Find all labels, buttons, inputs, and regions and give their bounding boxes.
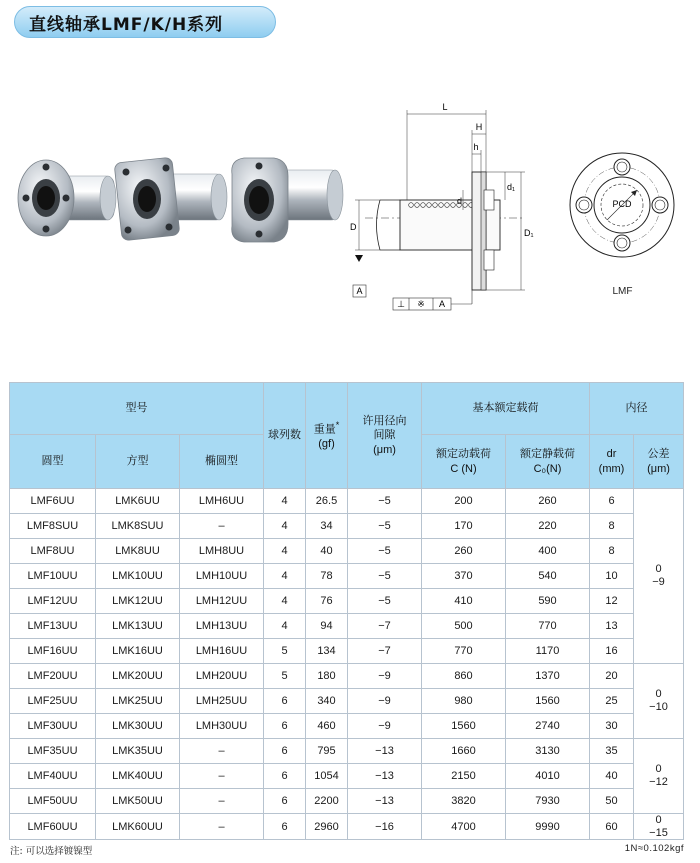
ball-rows-header: 球列数 [264, 383, 306, 489]
table-row [10, 639, 684, 664]
dynamic-load-cell: 1560 [422, 714, 506, 739]
weight-header: 重量* (gf) [306, 383, 348, 489]
dynamic-load-cell: 770 [422, 639, 506, 664]
static-load-cell: 770 [506, 614, 590, 639]
static-load-cell: 400 [506, 539, 590, 564]
dynamic-load-cell: 1660 [422, 739, 506, 764]
clearance-cell: −7 [348, 639, 422, 664]
clearance-cell: −16 [348, 814, 422, 840]
oval-model-cell: – [180, 814, 264, 840]
weight-cell: 2200 [306, 789, 348, 814]
dr-header: dr (mm) [590, 435, 634, 489]
table-row [10, 789, 684, 814]
dim-D: D [350, 222, 357, 232]
round-flange-bearing-photo [18, 160, 116, 236]
bore-dr-cell: 30 [590, 714, 634, 739]
oval-model-cell: LMH8UU [180, 539, 264, 564]
static-load-cell: 7930 [506, 789, 590, 814]
round-model-cell: LMF10UU [10, 564, 96, 589]
ball-rows-cell: 4 [264, 564, 306, 589]
spec-table-body [10, 489, 684, 840]
clearance-header: 许用径向间隙 (μm) [348, 383, 422, 489]
oval-flange-bearing-photo [232, 158, 343, 242]
weight-cell: 40 [306, 539, 348, 564]
dynamic-load-cell: 170 [422, 514, 506, 539]
static-load-cell: 1370 [506, 664, 590, 689]
bore-dr-cell: 50 [590, 789, 634, 814]
clearance-cell: −9 [348, 689, 422, 714]
weight-cell: 26.5 [306, 489, 348, 514]
footnote: 注: 可以选择镀镍型 [10, 846, 93, 857]
square-model-cell: LMK20UU [96, 664, 180, 689]
static-load-cell: 540 [506, 564, 590, 589]
dim-D1: D₁ [524, 228, 534, 238]
dynamic-load-cell: 2150 [422, 764, 506, 789]
table-row [10, 614, 684, 639]
dim-h: h [473, 142, 479, 152]
round-model-cell: LMF6UU [10, 489, 96, 514]
load-group-header: 基本额定载荷 [422, 383, 590, 435]
dim-d: d [457, 196, 463, 206]
ball-rows-cell: 4 [264, 514, 306, 539]
weight-cell: 2960 [306, 814, 348, 840]
clearance-cell: −5 [348, 489, 422, 514]
dim-H: H [475, 122, 483, 132]
tolerance-value-symbol: ※ [417, 299, 425, 309]
bore-dr-cell: 60 [590, 814, 634, 840]
round-model-cell: LMF8SUU [10, 514, 96, 539]
weight-cell: 180 [306, 664, 348, 689]
round-model-cell: LMF16UU [10, 639, 96, 664]
clearance-cell: −7 [348, 614, 422, 639]
table-row [10, 489, 684, 514]
table-row [10, 514, 684, 539]
bore-dr-cell: 35 [590, 739, 634, 764]
tolerance-header: 公差 (μm) [634, 435, 684, 489]
square-model-cell: LMK13UU [96, 614, 180, 639]
dynamic-load-cell: 370 [422, 564, 506, 589]
round-model-cell: LMF30UU [10, 714, 96, 739]
round-model-cell: LMF8UU [10, 539, 96, 564]
ball-rows-cell: 6 [264, 814, 306, 840]
square-model-cell: LMK8UU [96, 539, 180, 564]
static-load-cell: 1170 [506, 639, 590, 664]
bore-dr-cell: 12 [590, 589, 634, 614]
oval-model-cell: – [180, 764, 264, 789]
bore-dr-cell: 8 [590, 514, 634, 539]
oval-model-cell: LMH30UU [180, 714, 264, 739]
square-type-header: 方型 [96, 435, 180, 489]
dynamic-load-cell: 3820 [422, 789, 506, 814]
static-load-cell: 3130 [506, 739, 590, 764]
tolerance-cell: 0 −12 [634, 739, 684, 814]
round-type-header: 圆型 [10, 435, 96, 489]
spec-table [9, 382, 684, 840]
table-row [10, 764, 684, 789]
oval-type-header: 椭圆型 [180, 435, 264, 489]
clearance-cell: −9 [348, 664, 422, 689]
square-model-cell: LMK30UU [96, 714, 180, 739]
square-model-cell: LMK25UU [96, 689, 180, 714]
tolerance-cell: 0 −9 [634, 489, 684, 664]
oval-model-cell: LMH16UU [180, 639, 264, 664]
square-model-cell: LMK40UU [96, 764, 180, 789]
dynamic-load-cell: 860 [422, 664, 506, 689]
square-model-cell: LMK60UU [96, 814, 180, 840]
square-model-cell: LMK35UU [96, 739, 180, 764]
bore-group-header: 内径 [590, 383, 684, 435]
clearance-cell: −9 [348, 714, 422, 739]
weight-cell: 94 [306, 614, 348, 639]
pcd-label: PCD [612, 199, 632, 209]
weight-cell: 78 [306, 564, 348, 589]
oval-model-cell: – [180, 789, 264, 814]
dynamic-load-cell: 4700 [422, 814, 506, 840]
round-model-cell: LMF12UU [10, 589, 96, 614]
ball-rows-cell: 6 [264, 739, 306, 764]
dynamic-load-cell: 410 [422, 589, 506, 614]
ball-rows-cell: 6 [264, 789, 306, 814]
unit-conversion: 1N≈0.102kgf [624, 843, 684, 854]
model-group-header: 型号 [10, 383, 264, 435]
static-load-cell: 590 [506, 589, 590, 614]
bore-dr-cell: 25 [590, 689, 634, 714]
table-row [10, 814, 684, 840]
clearance-cell: −5 [348, 564, 422, 589]
square-model-cell: LMK12UU [96, 589, 180, 614]
clearance-cell: −5 [348, 514, 422, 539]
static-load-cell: 9990 [506, 814, 590, 840]
tolerance-cell: 0 −10 [634, 664, 684, 739]
weight-cell: 134 [306, 639, 348, 664]
square-model-cell: LMK50UU [96, 789, 180, 814]
oval-model-cell: LMH10UU [180, 564, 264, 589]
flange-front-view [565, 135, 680, 305]
round-model-cell: LMF60UU [10, 814, 96, 840]
ball-rows-cell: 5 [264, 639, 306, 664]
square-model-cell: LMK8SUU [96, 514, 180, 539]
oval-model-cell: LMH25UU [180, 689, 264, 714]
round-model-cell: LMF40UU [10, 764, 96, 789]
datum-A-label: A [356, 286, 363, 296]
oval-model-cell: LMH20UU [180, 664, 264, 689]
table-row [10, 564, 684, 589]
section-title-text: 直线轴承LMF/K/H系列 [29, 14, 224, 35]
square-model-cell: LMK16UU [96, 639, 180, 664]
ball-rows-cell: 4 [264, 539, 306, 564]
oval-model-cell: LMH6UU [180, 489, 264, 514]
clearance-cell: −13 [348, 764, 422, 789]
round-model-cell: LMF13UU [10, 614, 96, 639]
round-model-cell: LMF50UU [10, 789, 96, 814]
ball-rows-cell: 4 [264, 589, 306, 614]
static-load-cell: 260 [506, 489, 590, 514]
static-load-header: 额定静载荷 C₀(N) [506, 435, 590, 489]
clearance-cell: −13 [348, 789, 422, 814]
static-load-cell: 220 [506, 514, 590, 539]
ball-rows-cell: 4 [264, 489, 306, 514]
bearing-section-drawing [345, 100, 535, 315]
weight-cell: 460 [306, 714, 348, 739]
perpendicularity-symbol: ⊥ [397, 299, 405, 309]
weight-cell: 34 [306, 514, 348, 539]
oval-model-cell: – [180, 514, 264, 539]
static-load-cell: 1560 [506, 689, 590, 714]
section-title [14, 6, 276, 38]
ball-rows-cell: 6 [264, 689, 306, 714]
oval-model-cell: LMH13UU [180, 614, 264, 639]
dynamic-load-cell: 980 [422, 689, 506, 714]
oval-model-cell: – [180, 739, 264, 764]
square-model-cell: LMK6UU [96, 489, 180, 514]
bore-dr-cell: 16 [590, 639, 634, 664]
datum-triangle-icon [355, 255, 363, 262]
oval-model-cell: LMH12UU [180, 589, 264, 614]
square-flange-bearing-photo [114, 157, 227, 241]
round-model-cell: LMF25UU [10, 689, 96, 714]
tolerance-datum-A: A [438, 299, 446, 309]
ball-rows-cell: 4 [264, 614, 306, 639]
dynamic-load-cell: 200 [422, 489, 506, 514]
table-row [10, 739, 684, 764]
weight-footnote-mark: * [335, 419, 340, 430]
round-model-cell: LMF20UU [10, 664, 96, 689]
table-row [10, 714, 684, 739]
dynamic-load-header: 额定动载荷 C (N) [422, 435, 506, 489]
table-row [10, 664, 684, 689]
bore-dr-cell: 8 [590, 539, 634, 564]
clearance-cell: −13 [348, 739, 422, 764]
ball-rows-cell: 5 [264, 664, 306, 689]
ball-rows-cell: 6 [264, 764, 306, 789]
clearance-cell: −5 [348, 539, 422, 564]
static-load-cell: 2740 [506, 714, 590, 739]
weight-cell: 340 [306, 689, 348, 714]
bore-dr-cell: 20 [590, 664, 634, 689]
weight-cell: 1054 [306, 764, 348, 789]
flange-caption: LMF [612, 286, 633, 297]
square-model-cell: LMK10UU [96, 564, 180, 589]
table-row [10, 689, 684, 714]
dynamic-load-cell: 500 [422, 614, 506, 639]
table-row [10, 589, 684, 614]
dim-d1: d₁ [507, 182, 516, 192]
tolerance-cell: 0 −15 [634, 814, 684, 840]
static-load-cell: 4010 [506, 764, 590, 789]
weight-cell: 795 [306, 739, 348, 764]
bore-dr-cell: 40 [590, 764, 634, 789]
clearance-cell: −5 [348, 589, 422, 614]
table-row [10, 539, 684, 564]
dynamic-load-cell: 260 [422, 539, 506, 564]
ball-rows-cell: 6 [264, 714, 306, 739]
product-photos [12, 150, 347, 260]
bore-dr-cell: 6 [590, 489, 634, 514]
dim-L: L [442, 102, 448, 112]
bore-dr-cell: 10 [590, 564, 634, 589]
bore-dr-cell: 13 [590, 614, 634, 639]
round-model-cell: LMF35UU [10, 739, 96, 764]
weight-cell: 76 [306, 589, 348, 614]
